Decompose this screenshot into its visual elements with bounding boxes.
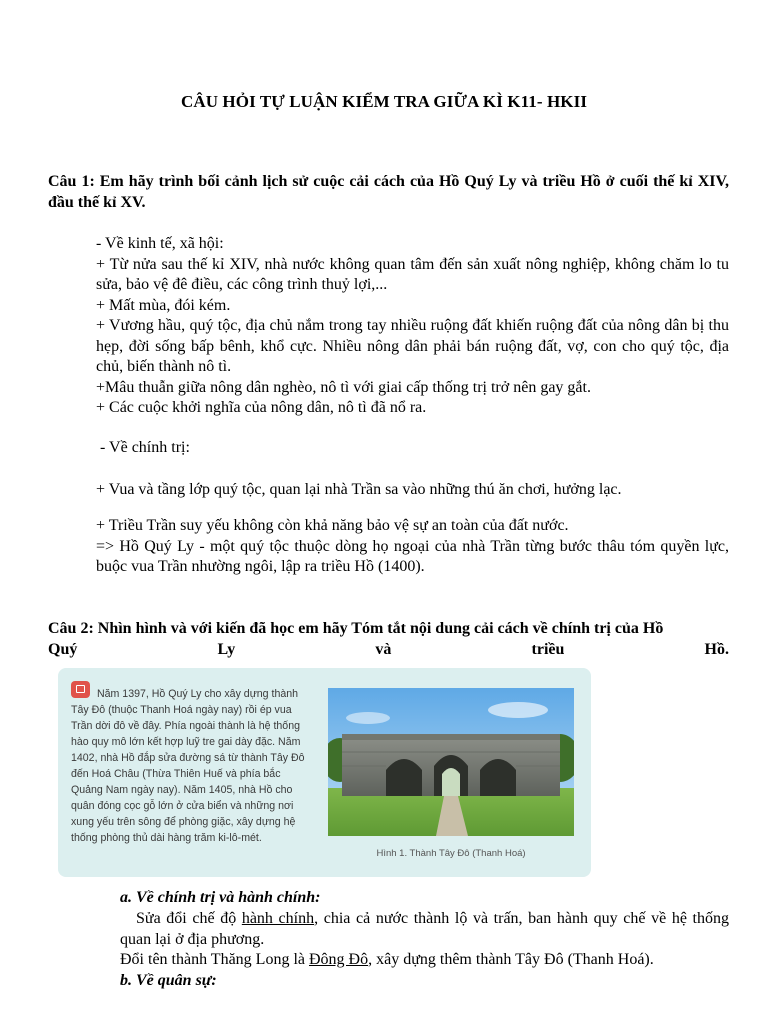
tay-do-citadel-image	[328, 688, 574, 836]
answer-1-politics-2-block	[96, 516, 729, 578]
answer-1-politics-1: + Vua và tầng lớp quý tộc, quan lại nhà Trần sa vào những thú ăn chơi, hưởng lạc.	[96, 481, 622, 498]
answer-line: + Triều Trần suy yếu không còn khả năng bảo vệ sự an toàn của đất nước.	[96, 517, 569, 534]
question-word: Ly	[217, 641, 236, 658]
question-2	[48, 618, 729, 660]
text-run: , xây dựng thêm thành Tây Đô (Thanh Hoá).	[368, 951, 654, 968]
text-run: Sửa đổi chế độ	[136, 910, 242, 927]
section-a-content	[120, 909, 729, 950]
question-2-line-1: Câu 2: Nhìn hình và với kiến đã học em hãy Tóm tắt nội dung cải cách về chính trị của Hồ	[48, 620, 664, 637]
answer-line: - Về kinh tế, xã hội:	[96, 235, 224, 252]
section-b-heading: b. Về quân sự:	[120, 972, 217, 989]
figure-text: Năm 1397, Hồ Quý Ly cho xây dựng thành Tây Đô (thuộc Thanh Hoá ngày nay) rồi ép vua Trần dời đô về đây. Phía ngoài thành là hệ thống hào quy mô lớn kết hợp luỹ tre gai dày đặc. Năm 1402, nhà Hồ đắp sửa đường sá từ thành Tây Đô đến Hoá Châu (Thừa Thiên Huế và phía bắc Quảng Nam ngày nay). Năm 1405, nhà Hồ cho quân đóng cọc gỗ lớn ở cửa biển và những nơi xung yếu trên sông để phòng giặc, xây dựng hệ thống phòng thủ dài hàng trăm ki-lô-mét.	[71, 688, 305, 844]
question-1: Câu 1: Em hãy trình bối cảnh lịch sử cuộc cải cách của Hồ Quý Ly và triều Hồ ở cuối thế kỉ XIV, đầu thế kỉ XV.	[48, 173, 729, 211]
answer-line: + Vương hầu, quý tộc, địa chủ nắm trong tay nhiều ruộng đất khiến ruộng đất của nông dân bị thu hẹp, đời sống bấp bênh, khổ cực. Nhiều nông dân phải bán ruộng đất, vợ, con cho quý tộc, địa chủ, biến thành nô tì.	[96, 317, 729, 375]
page-title: CÂU HỎI TỰ LUẬN KIỂM TRA GIỮA KÌ K11- HKII	[180, 92, 588, 111]
question-2-line-2	[48, 639, 729, 660]
citadel-photo	[328, 688, 574, 836]
question-word: Quý	[48, 641, 78, 658]
answer-line: +Mâu thuẫn giữa nông dân nghèo, nô tì với giai cấp thống trị trở nên gay gắt.	[96, 378, 591, 396]
answer-conclusion: => Hồ Quý Ly - một quý tộc thuộc dòng họ ngoại của nhà Trần từng bước thâu tóm quyền lực, buộc vua Trần nhường ngôi, lập ra triều Hồ (1400).	[96, 537, 729, 575]
textbook-figure	[58, 668, 591, 877]
question-word: triều	[531, 641, 565, 658]
dong-do-link[interactable]: Đông Đô	[309, 951, 369, 968]
answer-line: + Từ nửa sau thế kỉ XIV, nhà nước không quan tâm đến sản xuất nông nghiệp, không chăm lo tu sửa, bảo vệ đê điều, các công trình thuỷ lợi,...	[96, 255, 729, 293]
section-a-heading: a. Về chính trị và hành chính:	[120, 889, 321, 906]
figure-caption: Hình 1. Thành Tây Đô (Thanh Hoá)	[376, 848, 526, 859]
text-run: Đổi tên thành Thăng Long là	[120, 951, 309, 968]
hanh-chinh-link[interactable]: hành chính	[241, 910, 315, 927]
answer-1-politics-heading: - Về chính trị:	[96, 439, 190, 456]
question-word: và	[375, 641, 392, 658]
answer-line: + Các cuộc khởi nghĩa của nông dân, nô tì đã nổ ra.	[96, 399, 427, 416]
text-run: , chia cả nước thành lộ và trấn, ban hành quy chế về hệ thống quan lại ở địa phương.	[120, 910, 729, 948]
section-a-line-1	[120, 909, 729, 950]
answer-1-economy	[96, 234, 729, 419]
section-a-line-2	[120, 950, 654, 971]
question-word: Hồ.	[704, 641, 729, 658]
answer-line: + Mất mùa, đói kém.	[96, 296, 231, 314]
